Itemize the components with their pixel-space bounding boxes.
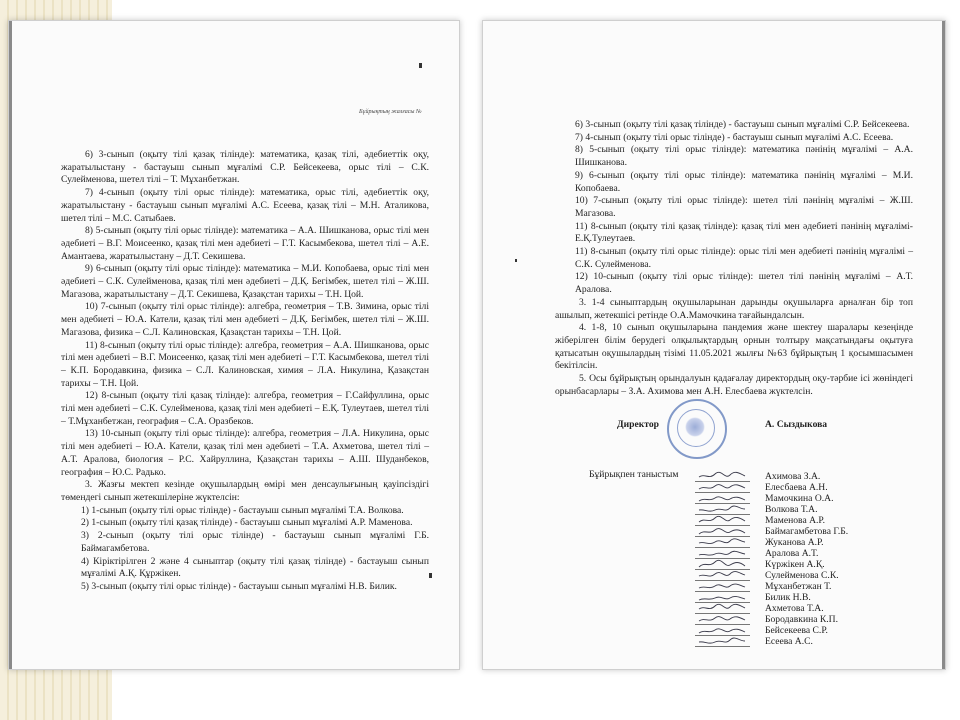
document-page-right — [482, 20, 946, 670]
director-title: Директор — [617, 419, 659, 430]
list-item: 5) 3-сынып (оқыту тілі орыс тілінде) - бастауыш сынып мұғалімі Н.В. Билик. — [81, 580, 397, 592]
paragraph: 10) 7-сынып (оқыту тілі орыс тілінде): алгебра, геометрия – Т.В. Зимина, орыс тілі мен әдебиеті – Ю.А. Катели, қазақ тілі мен әдебиеті – Д.Қ. Бегімбек, шетел тілі – Ж.Ш. Магазова, физика – С.Л. Калиновская, Қазақстан тарихы – Т.Н. Цой. — [61, 301, 429, 338]
signatory-name: Бородавкина К.П. — [765, 614, 839, 625]
handwritten-signature-icon — [697, 526, 747, 536]
handwritten-signature-icon — [697, 636, 747, 646]
signatory-name: Маменова А.Р. — [765, 515, 825, 526]
handwritten-signature-icon — [697, 548, 747, 558]
list-item: 9) 6-сынып (оқыту тілі орыс тілінде): математика пәнінің мұғалімі – М.И. Копобаева. — [575, 169, 913, 194]
paragraph: 13) 10-сынып (оқыту тілі орыс тілінде): алгебра, геометрия – Л.А. Никулина, орыс тілі мен әдебиеті – Ю.А. Катели, қазақ тілі мен әдебиеті – Т.А. Ахметова, шетел тілі – А.Т. Аралова, биология – Р.С. Хайруллина, Қазақстан тарихы – А.Ш. Шуданбеков, география – Ю.С. Радько. — [61, 428, 429, 478]
scan-mark — [429, 573, 432, 578]
numbered-list — [61, 505, 429, 594]
signatory-name: Елесбаева А.Н. — [765, 482, 828, 493]
page-edge — [9, 21, 12, 669]
signatory-name: Мұханбетжан Т. — [765, 581, 832, 592]
header-note: Бұйрықтың жалғасы № — [359, 109, 422, 115]
signatory-row — [483, 570, 943, 581]
handwritten-signature-icon — [697, 581, 747, 591]
handwritten-signature-icon — [697, 614, 747, 624]
handwritten-signature-icon — [697, 537, 747, 547]
paragraph: 5. Осы бұйрықтың орындалуын қадағалау директордың оқу-тәрбие ісі жөніндегі орынбасарлары – З.А. Ахимова мен А.Н. Елесбаева жүктелсін. — [555, 373, 913, 397]
signatory-name: Бейсекеева С.Р. — [765, 625, 828, 636]
signatory-row — [483, 581, 943, 592]
list-item: 11) 8-сынып (оқыту тілі орыс тілінде): орыс тілі мен әдебиеті пәнінің мұғалімі – С.К. Сулейменова. — [575, 246, 913, 270]
document-page-left — [8, 20, 460, 670]
list-item: 4) Кіріктірілген 2 және 4 сыныптар (оқыту тілі қазақ тілінде) - бастауыш сынып мұғалімі А.Қ. Құржікен. — [81, 555, 429, 580]
left-page-body — [61, 149, 429, 594]
paragraph: 9) 6-сынып (оқыту тілі орыс тілінде): математика – М.И. Копобаева, орыс тілі мен әдебиеті – С.К. Сулейменова, қазақ тілі мен әдебиеті – Д.Қ. Бегімбек, шетел тілі – Ж.Ш. Магазова, жаратылыстану – Д.Т. Секишева, Қазақстан тарихы – Т.Н. Цой. — [61, 263, 429, 300]
signatory-name: Сулейменова С.К. — [765, 570, 839, 581]
list-item: 10) 7-сынып (оқыту тілі орыс тілінде): шетел тілі пәнінің мұғалімі – Ж.Ш. Магазова. — [575, 195, 913, 219]
official-seal-icon — [667, 399, 727, 459]
paragraph: 11) 8-сынып (оқыту тілі орыс тілінде): алгебра, геометрия – А.А. Шишканова, орыс тілі мен әдебиеті – В.Г. Моисеенко, қазақ тілі мен әдебиеті – Г.Т. Касымбекова, шетел тілі – К.П. Бородавкина, физика – С.Л. Калиновская, химия – Л.А. Никулина, Қазақстан тарихы – Т.Н. Цой. — [61, 339, 429, 389]
signatory-name: Күржікен А.Қ. — [765, 559, 825, 570]
signatory-row — [483, 537, 943, 548]
scan-mark — [515, 259, 517, 262]
list-item: 12) 10-сынып (оқыту тілі орыс тілінде): шетел тілі пәнінің мұғалімі – А.Т. Аралова. — [575, 271, 913, 296]
handwritten-signature-icon — [697, 504, 747, 514]
handwritten-signature-icon — [697, 471, 747, 481]
signatory-row — [483, 603, 943, 614]
signatory-row — [483, 504, 943, 515]
signatory-name: Жуканова А.Р. — [765, 537, 824, 548]
signatory-row — [483, 559, 943, 570]
right-paragraphs — [555, 297, 913, 399]
handwritten-signature-icon — [697, 493, 747, 503]
signatory-list — [483, 471, 943, 647]
handwritten-signature-icon — [697, 592, 747, 602]
paragraph: 6) 3-сынып (оқыту тілі қазақ тілінде): математика, қазақ тілі, әдебиеттік оқу, жаратылыстану - бастауыш сынып мұғалімі С.Р. Бейсекеева, орыс тілі – С.К. Сулейменова, шетел тілі – Т. Мұханбетжан. — [61, 149, 429, 186]
signatory-name: Волкова Т.А. — [765, 504, 818, 515]
left-paragraphs — [61, 149, 429, 505]
list-item: 2) 1-сынып (оқыту тілі қазақ тілінде) - бастауыш сынып мұғалімі А.Р. Маменова. — [81, 517, 413, 529]
list-item: 11) 8-сынып (оқыту тілі қазақ тілінде): қазақ тілі мен әдебиеті пәнінің мұғалімі-Е.Қ.Тулеутаев. — [575, 220, 913, 245]
seal-emblem — [685, 417, 705, 437]
paragraph: 3. Жазғы мектеп кезінде оқушылардың өмірі мен денсаулығының қауіпсіздігі төмендегі сынып жетекшілеріне жүктелсін: — [61, 479, 429, 503]
signatory-row — [483, 493, 943, 504]
signatory-row — [483, 471, 943, 482]
signatory-row — [483, 482, 943, 493]
paragraph: 8) 5-сынып (оқыту тілі орыс тілінде): математика – А.А. Шишканова, орыс тілі мен әдебиеті – В.Г. Моисеенко, қазақ тілі мен әдебиеті – Г.Т. Касымбекова, шетел тілі – А.Е. Амантаева, жаратылыстану – Д.Т. Секишева. — [61, 225, 429, 262]
director-name: А. Сыздыкова — [765, 419, 828, 430]
handwritten-signature-icon — [697, 482, 747, 492]
handwritten-signature-icon — [697, 515, 747, 525]
signatory-row — [483, 548, 943, 559]
right-page-body — [555, 119, 913, 398]
list-item: 1) 1-сынып (оқыту тілі орыс тілінде) - бастауыш сынып мұғалімі Т.А. Волкова. — [81, 504, 404, 516]
familiarized-label: Бұйрықпен таныстым — [589, 469, 679, 480]
scan-mark — [419, 63, 422, 68]
signatory-row — [483, 625, 943, 636]
signature-line — [695, 646, 750, 647]
paragraph: 4. 1-8, 10 сынып оқушыларына пандемия және шектеу шаралары кезеңінде жіберілген білім берудегі олқылықтардың орнын толтыру мақсатындағы оқытуға қатысатын оқушылардың тізімі 11.05.2021 жылғы №63 бұйрықтың 1 қосымшасымен бекітілсін. — [555, 322, 913, 372]
handwritten-signature-icon — [697, 625, 747, 635]
signatory-name: Есеева А.С. — [765, 636, 813, 647]
list-item: 8) 5-сынып (оқыту тілі орыс тілінде): математика пәнінің мұғалімі – А.А. Шишканова. — [575, 144, 913, 169]
paragraph: 7) 4-сынып (оқыту тілі орыс тілінде): математика, орыс тілі, әдебиеттік оқу, жаратылыстану - бастауыш сынып мұғалімі А.С. Есеева, қазақ тілі – М.Н. Аталикова, шетел тілі – М.С. Сатыбаев. — [61, 187, 429, 224]
list-item: 3) 2-сынып (оқыту тілі орыс тілінде) - бастауыш сынып мұғалімі Г.Б. Баймагамбетова. — [81, 530, 429, 554]
signatory-row — [483, 515, 943, 526]
list-item: 6) 3-сынып (оқыту тілі қазақ тілінде) - бастауыш сынып мұғалімі С.Р. Бейсекеева. — [575, 119, 910, 130]
handwritten-signature-icon — [697, 570, 747, 580]
signatory-row — [483, 526, 943, 537]
numbered-list — [555, 119, 913, 297]
signatory-name: Билик Н.В. — [765, 592, 811, 603]
handwritten-signature-icon — [697, 559, 747, 569]
signatory-name: Аралова А.Т. — [765, 548, 819, 559]
signatory-name: Баймагамбетова Г.Б. — [765, 526, 849, 537]
paragraph: 12) 8-сынып (оқыту тілі қазақ тілінде): алгебра, геометрия – Г.Сайфуллина, орыс тілі мен әдебиеті – С.К. Сулейменова, қазақ тілі мен әдебиеті – Е.Қ. Тулеутаев, шетел тілі – Т.Мұханбетжан, география – С.А. Оразбеков. — [61, 390, 429, 427]
signatory-name: Мамочкина О.А. — [765, 493, 834, 504]
signatory-name: Ахметова Т.А. — [765, 603, 824, 614]
handwritten-signature-icon — [697, 603, 747, 613]
signatory-row — [483, 636, 943, 647]
signatory-row — [483, 592, 943, 603]
signatory-row — [483, 614, 943, 625]
paragraph: 3. 1-4 сыныптардың оқушыларынан дарынды оқушыларға арналған бір топ ашылып, жетекшісі ретінде О.А.Мамочкина тағайындалсын. — [555, 296, 913, 321]
signatory-name: Ахимова З.А. — [765, 471, 821, 482]
list-item: 7) 4-сынып (оқыту тілі орыс тілінде) - бастауыш сынып мұғалімі А.С. Есеева. — [575, 131, 894, 143]
